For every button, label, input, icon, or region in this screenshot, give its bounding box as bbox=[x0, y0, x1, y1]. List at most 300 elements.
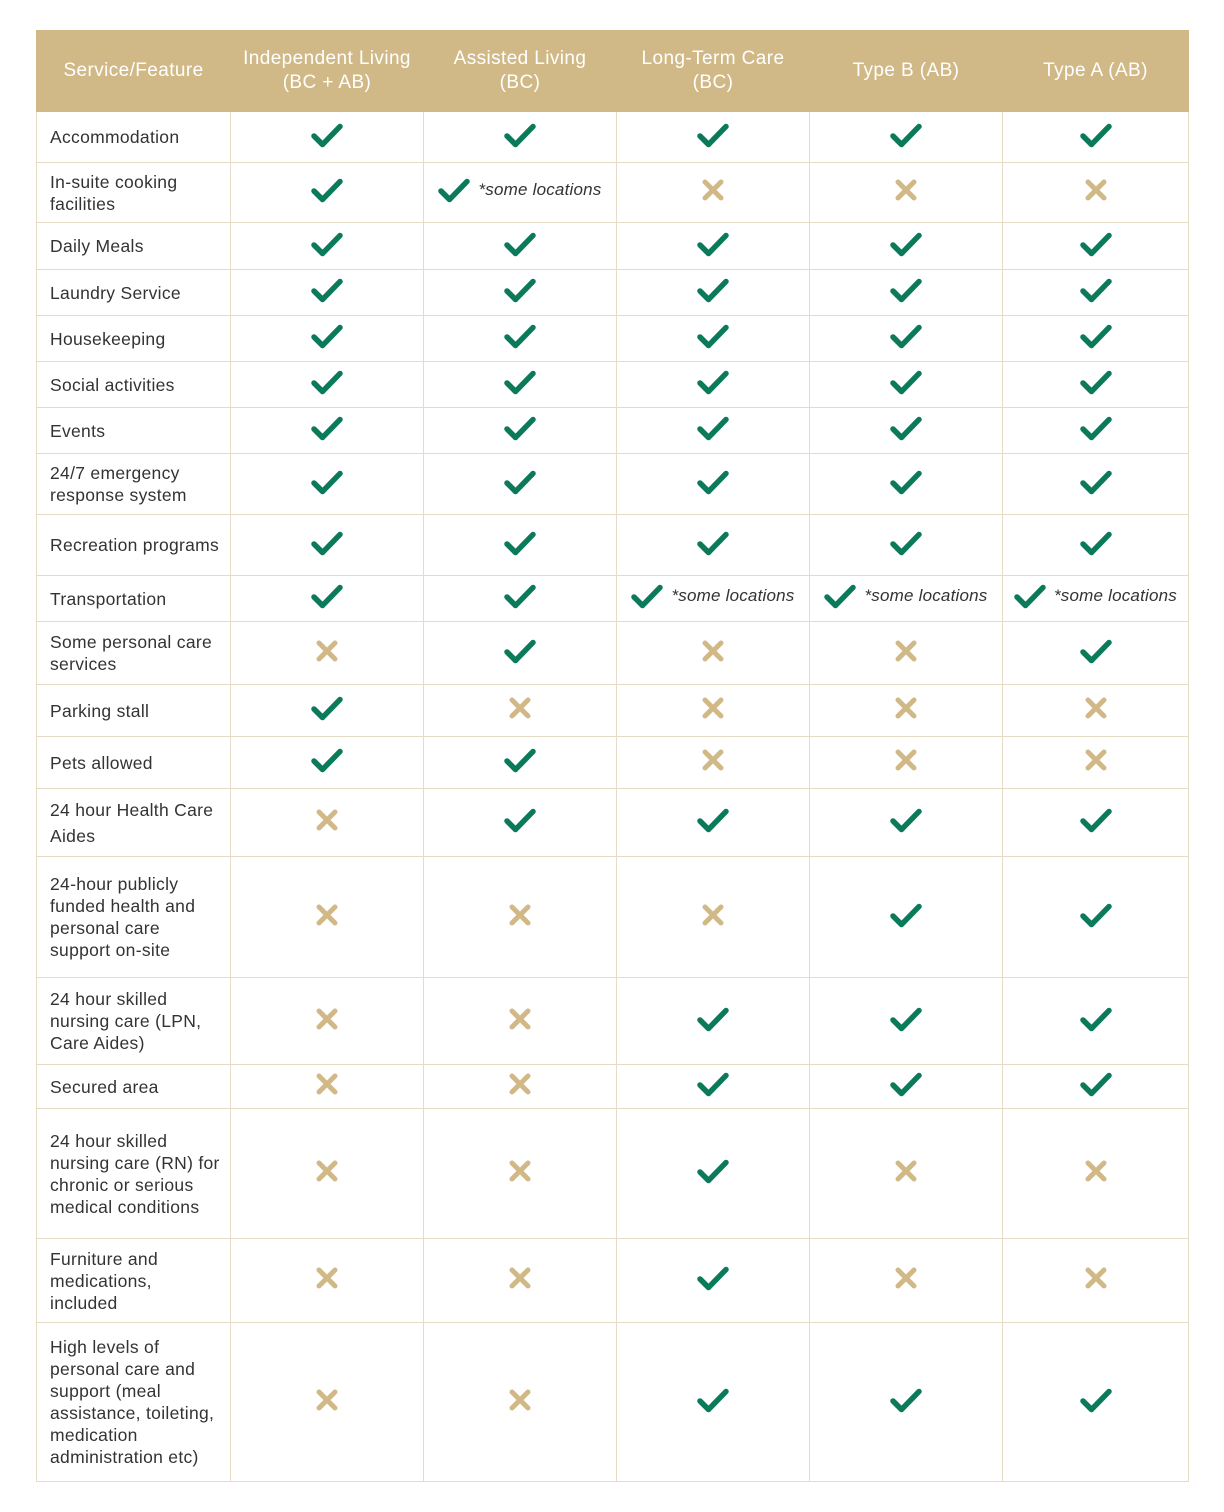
cell-assisted-living bbox=[424, 223, 617, 270]
cell-content bbox=[890, 1006, 922, 1032]
cell-assisted-living bbox=[424, 1239, 617, 1323]
feature-label: In-suite cooking facilities bbox=[37, 163, 231, 223]
cell-content bbox=[1080, 1071, 1112, 1097]
table-row bbox=[37, 362, 1189, 408]
cell-content bbox=[504, 469, 536, 495]
cell-type-b bbox=[810, 163, 1003, 223]
cell-type-a bbox=[1003, 857, 1189, 978]
table-row bbox=[37, 112, 1189, 163]
cross-icon bbox=[507, 1071, 533, 1097]
table-row bbox=[37, 857, 1189, 978]
cell-content bbox=[504, 323, 536, 349]
cross-icon bbox=[1083, 747, 1109, 773]
check-icon bbox=[504, 231, 536, 257]
check-icon bbox=[697, 369, 729, 395]
cell-content bbox=[311, 530, 343, 556]
check-icon bbox=[311, 695, 343, 721]
check-icon bbox=[438, 177, 470, 203]
cell-type-a bbox=[1003, 576, 1189, 622]
cross-icon bbox=[1083, 1265, 1109, 1291]
cell-content bbox=[1080, 369, 1112, 395]
cell-type-a bbox=[1003, 163, 1189, 223]
cross-icon bbox=[507, 902, 533, 928]
check-icon bbox=[1080, 902, 1112, 928]
cell-content bbox=[507, 1158, 533, 1184]
check-icon bbox=[890, 1071, 922, 1097]
availability-note: *some locations bbox=[671, 586, 795, 605]
feature-label: Housekeeping bbox=[37, 316, 231, 362]
cell-assisted-living bbox=[424, 408, 617, 454]
feature-label: Accommodation bbox=[37, 112, 231, 163]
cell-type-b bbox=[810, 1109, 1003, 1239]
check-icon bbox=[1080, 530, 1112, 556]
cell-content bbox=[697, 1265, 729, 1291]
cell-independent-living bbox=[231, 223, 424, 270]
header-row bbox=[37, 31, 1189, 112]
cell-assisted-living bbox=[424, 1109, 617, 1239]
cross-icon bbox=[893, 638, 919, 664]
cell-content bbox=[1080, 1006, 1112, 1032]
cell-content bbox=[893, 177, 919, 203]
cell-content bbox=[1080, 1387, 1112, 1413]
cell-type-a bbox=[1003, 737, 1189, 789]
cell-type-a bbox=[1003, 112, 1189, 163]
cell-content bbox=[1083, 1158, 1109, 1184]
cell-content bbox=[311, 231, 343, 257]
check-icon bbox=[1080, 1071, 1112, 1097]
check-icon bbox=[504, 747, 536, 773]
cell-content bbox=[890, 1387, 922, 1413]
cell-independent-living bbox=[231, 454, 424, 515]
cell-independent-living bbox=[231, 978, 424, 1065]
cell-independent-living bbox=[231, 1323, 424, 1482]
cell-content bbox=[893, 695, 919, 721]
cross-icon bbox=[893, 695, 919, 721]
table-row bbox=[37, 737, 1189, 789]
cell-type-a bbox=[1003, 362, 1189, 408]
feature-label: Daily Meals bbox=[37, 223, 231, 270]
cell-independent-living bbox=[231, 1109, 424, 1239]
availability-note: *some locations bbox=[1053, 586, 1177, 605]
cell-content bbox=[314, 902, 340, 928]
cell-independent-living bbox=[231, 270, 424, 316]
cell-type-a bbox=[1003, 454, 1189, 515]
cell-content bbox=[697, 807, 729, 833]
cell-assisted-living bbox=[424, 737, 617, 789]
cell-independent-living bbox=[231, 1065, 424, 1109]
check-icon bbox=[504, 122, 536, 148]
cell-type-a bbox=[1003, 1323, 1189, 1482]
cell-long-term-care bbox=[617, 978, 810, 1065]
cell-content bbox=[504, 583, 536, 609]
cell-content bbox=[893, 1158, 919, 1184]
cell-content bbox=[1080, 638, 1112, 664]
cell-content bbox=[311, 469, 343, 495]
check-icon bbox=[697, 1006, 729, 1032]
cell-long-term-care bbox=[617, 737, 810, 789]
cell-type-a bbox=[1003, 1239, 1189, 1323]
check-icon bbox=[504, 807, 536, 833]
cross-icon bbox=[314, 1387, 340, 1413]
cell-content bbox=[311, 583, 343, 609]
cell-content bbox=[700, 177, 726, 203]
cell-type-a bbox=[1003, 1109, 1189, 1239]
cell-content bbox=[311, 695, 343, 721]
cell-content bbox=[504, 807, 536, 833]
check-icon bbox=[697, 1071, 729, 1097]
cell-content bbox=[314, 638, 340, 664]
check-icon bbox=[311, 231, 343, 257]
cell-type-b bbox=[810, 316, 1003, 362]
cell-content bbox=[893, 747, 919, 773]
cell-content bbox=[504, 369, 536, 395]
check-icon bbox=[697, 277, 729, 303]
cross-icon bbox=[507, 695, 533, 721]
cross-icon bbox=[314, 1071, 340, 1097]
check-icon bbox=[890, 369, 922, 395]
cross-icon bbox=[314, 902, 340, 928]
cross-icon bbox=[700, 638, 726, 664]
cell-content bbox=[311, 369, 343, 395]
cross-icon bbox=[893, 1265, 919, 1291]
table-row bbox=[37, 163, 1189, 223]
cell-content bbox=[697, 369, 729, 395]
feature-label: High levels of personal care and support (meal assistance, toileting, medication administration etc) bbox=[37, 1323, 231, 1482]
cell-content bbox=[890, 807, 922, 833]
cell-independent-living bbox=[231, 789, 424, 857]
cell-long-term-care bbox=[617, 112, 810, 163]
feature-label: Furniture and medications, included bbox=[37, 1239, 231, 1323]
availability-note: *some locations bbox=[478, 180, 602, 199]
cell-content bbox=[697, 469, 729, 495]
cross-icon bbox=[1083, 1158, 1109, 1184]
cell-assisted-living bbox=[424, 622, 617, 685]
cell-content bbox=[311, 415, 343, 441]
cell-content bbox=[1083, 177, 1109, 203]
check-icon bbox=[890, 807, 922, 833]
cell-independent-living bbox=[231, 362, 424, 408]
check-icon bbox=[697, 807, 729, 833]
table-row bbox=[37, 789, 1189, 857]
table-row bbox=[37, 622, 1189, 685]
cell-content bbox=[314, 807, 340, 833]
cell-type-b bbox=[810, 270, 1003, 316]
check-icon bbox=[1014, 583, 1046, 609]
cell-assisted-living bbox=[424, 1065, 617, 1109]
cell-type-a bbox=[1003, 408, 1189, 454]
table-row bbox=[37, 1065, 1189, 1109]
cell-content bbox=[1083, 747, 1109, 773]
feature-label: 24-hour publicly funded health and personal care support on-site bbox=[37, 857, 231, 978]
cell-content bbox=[1080, 469, 1112, 495]
cell-long-term-care bbox=[617, 408, 810, 454]
table-row bbox=[37, 1109, 1189, 1239]
cell-long-term-care bbox=[617, 163, 810, 223]
cell-content bbox=[697, 1387, 729, 1413]
cell-content bbox=[697, 277, 729, 303]
cell-type-b bbox=[810, 737, 1003, 789]
table-body bbox=[37, 112, 1189, 1482]
cell-content bbox=[697, 323, 729, 349]
cell-content bbox=[1080, 530, 1112, 556]
cell-type-b bbox=[810, 1323, 1003, 1482]
check-icon bbox=[504, 277, 536, 303]
cell-long-term-care bbox=[617, 1109, 810, 1239]
cross-icon bbox=[700, 747, 726, 773]
cell-type-a bbox=[1003, 622, 1189, 685]
cell-content bbox=[697, 122, 729, 148]
cell-type-b bbox=[810, 112, 1003, 163]
cell-independent-living bbox=[231, 112, 424, 163]
cell-type-b bbox=[810, 685, 1003, 737]
cross-icon bbox=[893, 747, 919, 773]
check-icon bbox=[504, 583, 536, 609]
feature-label: Events bbox=[37, 408, 231, 454]
check-icon bbox=[890, 469, 922, 495]
cell-content bbox=[311, 177, 343, 203]
feature-label: Social activities bbox=[37, 362, 231, 408]
cell-type-b bbox=[810, 1239, 1003, 1323]
cell-independent-living bbox=[231, 515, 424, 576]
cell-content bbox=[311, 323, 343, 349]
cell-assisted-living bbox=[424, 163, 617, 223]
cell-independent-living bbox=[231, 163, 424, 223]
check-icon bbox=[697, 469, 729, 495]
cell-type-b bbox=[810, 454, 1003, 515]
check-icon bbox=[311, 277, 343, 303]
check-icon bbox=[1080, 122, 1112, 148]
cell-content bbox=[311, 277, 343, 303]
availability-note: *some locations bbox=[864, 586, 988, 605]
cell-type-a bbox=[1003, 1065, 1189, 1109]
cell-long-term-care bbox=[617, 223, 810, 270]
cross-icon bbox=[1083, 695, 1109, 721]
cell-content bbox=[1080, 807, 1112, 833]
cell-content bbox=[893, 1265, 919, 1291]
cross-icon bbox=[700, 177, 726, 203]
cell-content bbox=[1083, 695, 1109, 721]
feature-label: Recreation programs bbox=[37, 515, 231, 576]
cell-assisted-living bbox=[424, 978, 617, 1065]
check-icon bbox=[697, 323, 729, 349]
cell-type-a bbox=[1003, 789, 1189, 857]
column-header-assisted-living: Assisted Living (BC) bbox=[424, 31, 617, 112]
cell-content bbox=[311, 122, 343, 148]
cell-independent-living bbox=[231, 408, 424, 454]
table-row bbox=[37, 408, 1189, 454]
cell-type-b bbox=[810, 408, 1003, 454]
table-row bbox=[37, 1239, 1189, 1323]
cell-content bbox=[504, 747, 536, 773]
cell-assisted-living bbox=[424, 270, 617, 316]
table-row bbox=[37, 316, 1189, 362]
check-icon bbox=[1080, 807, 1112, 833]
cell-long-term-care bbox=[617, 622, 810, 685]
cell-assisted-living bbox=[424, 576, 617, 622]
cell-long-term-care bbox=[617, 685, 810, 737]
cell-content bbox=[507, 1071, 533, 1097]
feature-label: Pets allowed bbox=[37, 737, 231, 789]
cell-content bbox=[314, 1006, 340, 1032]
cell-content bbox=[314, 1071, 340, 1097]
table-row bbox=[37, 454, 1189, 515]
cell-assisted-living bbox=[424, 454, 617, 515]
check-icon bbox=[697, 1387, 729, 1413]
cell-long-term-care bbox=[617, 576, 810, 622]
table-row bbox=[37, 270, 1189, 316]
cell-content bbox=[697, 530, 729, 556]
cell-assisted-living bbox=[424, 362, 617, 408]
cell-assisted-living bbox=[424, 685, 617, 737]
check-icon bbox=[890, 415, 922, 441]
check-icon bbox=[1080, 1006, 1112, 1032]
cell-assisted-living bbox=[424, 112, 617, 163]
cell-assisted-living bbox=[424, 515, 617, 576]
cross-icon bbox=[507, 1006, 533, 1032]
cell-content bbox=[504, 122, 536, 148]
check-icon bbox=[697, 1158, 729, 1184]
cross-icon bbox=[1083, 177, 1109, 203]
cell-long-term-care bbox=[617, 789, 810, 857]
cell-content bbox=[504, 638, 536, 664]
cell-content bbox=[890, 122, 922, 148]
cell-content bbox=[890, 1071, 922, 1097]
feature-label: 24/7 emergency response system bbox=[37, 454, 231, 515]
table-row bbox=[37, 223, 1189, 270]
check-icon bbox=[1080, 231, 1112, 257]
cross-icon bbox=[314, 807, 340, 833]
cell-type-a bbox=[1003, 316, 1189, 362]
cell-type-b bbox=[810, 622, 1003, 685]
cell-content bbox=[890, 415, 922, 441]
cross-icon bbox=[507, 1158, 533, 1184]
cell-content bbox=[700, 902, 726, 928]
cell-assisted-living bbox=[424, 316, 617, 362]
cell-content bbox=[697, 415, 729, 441]
cell-content bbox=[890, 902, 922, 928]
cross-icon bbox=[700, 902, 726, 928]
cell-content bbox=[507, 1265, 533, 1291]
cross-icon bbox=[314, 1158, 340, 1184]
check-icon bbox=[890, 277, 922, 303]
cell-type-b bbox=[810, 857, 1003, 978]
check-icon bbox=[504, 530, 536, 556]
check-icon bbox=[1080, 469, 1112, 495]
feature-label: Parking stall bbox=[37, 685, 231, 737]
feature-label: 24 hour skilled nursing care (LPN, Care Aides) bbox=[37, 978, 231, 1065]
cell-long-term-care bbox=[617, 316, 810, 362]
check-icon bbox=[311, 415, 343, 441]
cross-icon bbox=[314, 1265, 340, 1291]
cell-content bbox=[697, 1071, 729, 1097]
check-icon bbox=[504, 415, 536, 441]
cell-content bbox=[697, 1006, 729, 1032]
cell-content bbox=[314, 1387, 340, 1413]
cross-icon bbox=[314, 638, 340, 664]
cell-independent-living bbox=[231, 316, 424, 362]
cell-content bbox=[700, 695, 726, 721]
cell-content bbox=[700, 638, 726, 664]
cell-content bbox=[1080, 122, 1112, 148]
feature-label: Secured area bbox=[37, 1065, 231, 1109]
cell-content bbox=[890, 231, 922, 257]
cell-type-a bbox=[1003, 223, 1189, 270]
table-row bbox=[37, 685, 1189, 737]
cell-content bbox=[890, 369, 922, 395]
cell-content bbox=[507, 902, 533, 928]
cell-independent-living bbox=[231, 1239, 424, 1323]
cell-content bbox=[504, 231, 536, 257]
cell-content bbox=[507, 1387, 533, 1413]
check-icon bbox=[311, 177, 343, 203]
cell-content bbox=[1083, 1265, 1109, 1291]
check-icon bbox=[1080, 638, 1112, 664]
check-icon bbox=[311, 323, 343, 349]
cell-content bbox=[504, 530, 536, 556]
check-icon bbox=[697, 231, 729, 257]
check-icon bbox=[504, 638, 536, 664]
check-icon bbox=[504, 369, 536, 395]
cell-content bbox=[1080, 902, 1112, 928]
cross-icon bbox=[893, 177, 919, 203]
cell-long-term-care bbox=[617, 1239, 810, 1323]
cell-content bbox=[893, 638, 919, 664]
cell-content bbox=[507, 1006, 533, 1032]
check-icon bbox=[1080, 277, 1112, 303]
check-icon bbox=[311, 369, 343, 395]
cell-content bbox=[824, 583, 987, 609]
cell-content bbox=[314, 1265, 340, 1291]
cell-type-a bbox=[1003, 270, 1189, 316]
feature-label: Some personal care services bbox=[37, 622, 231, 685]
check-icon bbox=[890, 323, 922, 349]
cell-content bbox=[504, 277, 536, 303]
cell-type-a bbox=[1003, 978, 1189, 1065]
cell-independent-living bbox=[231, 737, 424, 789]
cell-type-a bbox=[1003, 685, 1189, 737]
cell-content bbox=[1080, 323, 1112, 349]
feature-label: Transportation bbox=[37, 576, 231, 622]
check-icon bbox=[311, 583, 343, 609]
cell-type-b bbox=[810, 223, 1003, 270]
table-row bbox=[37, 978, 1189, 1065]
cell-content bbox=[311, 747, 343, 773]
feature-label: Laundry Service bbox=[37, 270, 231, 316]
cell-assisted-living bbox=[424, 857, 617, 978]
cell-content bbox=[890, 530, 922, 556]
check-icon bbox=[890, 231, 922, 257]
cross-icon bbox=[893, 1158, 919, 1184]
cell-type-a bbox=[1003, 515, 1189, 576]
cross-icon bbox=[700, 695, 726, 721]
column-header-independent-living: Independent Living (BC + AB) bbox=[231, 31, 424, 112]
cell-content bbox=[1014, 583, 1177, 609]
cross-icon bbox=[314, 1006, 340, 1032]
cell-content bbox=[697, 1158, 729, 1184]
check-icon bbox=[311, 122, 343, 148]
check-icon bbox=[1080, 369, 1112, 395]
cell-long-term-care bbox=[617, 857, 810, 978]
check-icon bbox=[890, 902, 922, 928]
check-icon bbox=[890, 1006, 922, 1032]
cell-independent-living bbox=[231, 622, 424, 685]
column-header-feature: Service/Feature bbox=[37, 31, 231, 112]
cell-content bbox=[507, 695, 533, 721]
check-icon bbox=[1080, 415, 1112, 441]
cell-content bbox=[890, 277, 922, 303]
column-header-type-a: Type A (AB) bbox=[1003, 31, 1189, 112]
cross-icon bbox=[507, 1265, 533, 1291]
